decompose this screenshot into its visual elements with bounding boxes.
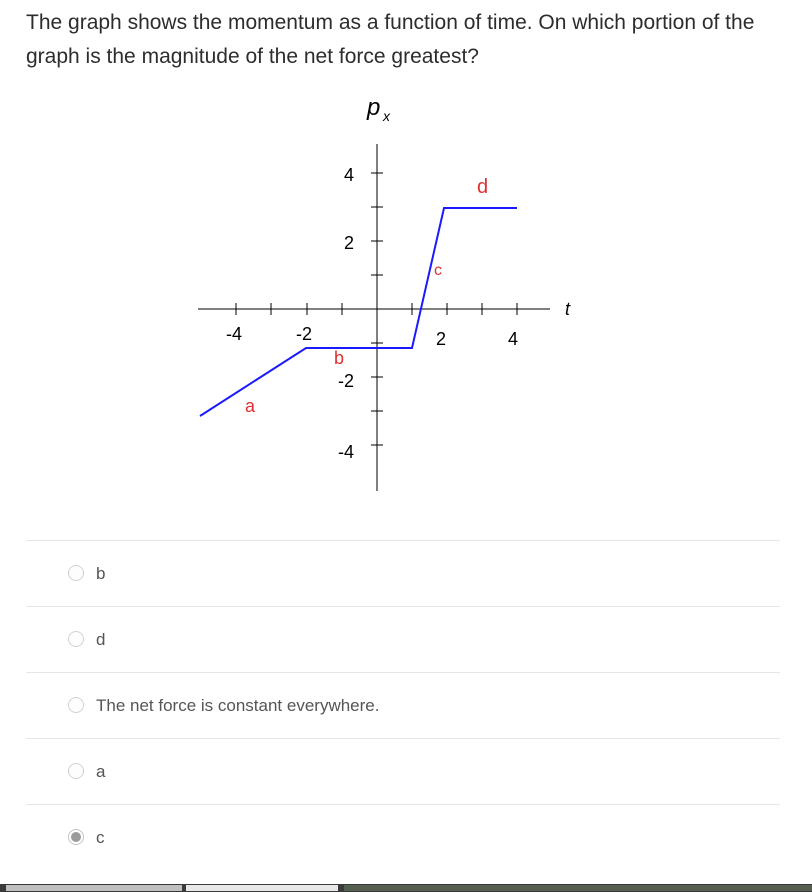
radio-button[interactable] [68, 565, 84, 581]
radio-button[interactable] [68, 763, 84, 779]
segment-label-c: c [434, 262, 442, 279]
x-axis-label: t [565, 299, 571, 319]
segment-label-a: a [245, 396, 256, 416]
option-label: b [96, 563, 106, 583]
option-label: c [96, 827, 105, 847]
y-tick-label-2: 2 [344, 233, 355, 253]
x-tick-label-4: 4 [508, 329, 519, 349]
momentum-graph-svg [190, 88, 590, 508]
x-tick-label-2: 2 [436, 329, 447, 349]
segment-label-d: d [477, 176, 489, 198]
scrollbar-segment [6, 885, 182, 891]
y-tick-label-neg4: -4 [338, 442, 355, 462]
option-c[interactable] [26, 804, 780, 870]
y-axis-label: p [367, 94, 381, 121]
x-tick-label-neg4: -4 [226, 324, 243, 344]
x-tick-label-neg2: -2 [296, 324, 313, 344]
option-a[interactable] [26, 738, 780, 804]
segment-label-b: b [334, 348, 345, 368]
y-tick-label-neg2: -2 [338, 371, 355, 391]
option-label: The net force is constant everywhere. [96, 695, 380, 715]
radio-button[interactable] [68, 631, 84, 647]
option-label: a [96, 761, 106, 781]
momentum-graph [190, 88, 590, 513]
bottom-scrollbar[interactable] [0, 884, 812, 892]
momentum-curve [200, 208, 517, 416]
question-text: The graph shows the momentum as a function of time. On which portion of the graph is the magnitude of the net force greatest? [26, 11, 755, 68]
option-d[interactable] [26, 606, 780, 672]
scrollbar-segment [186, 885, 338, 891]
y-axis-subscript: x [383, 108, 390, 124]
option-label: d [96, 629, 106, 649]
y-tick-label-4: 4 [344, 165, 355, 185]
scrollbar-segment [344, 885, 812, 891]
option-constant-everywhere[interactable] [26, 672, 780, 738]
radio-button-selected[interactable] [68, 829, 84, 845]
radio-button[interactable] [68, 697, 84, 713]
answer-options [26, 540, 780, 870]
option-b[interactable] [26, 540, 780, 606]
